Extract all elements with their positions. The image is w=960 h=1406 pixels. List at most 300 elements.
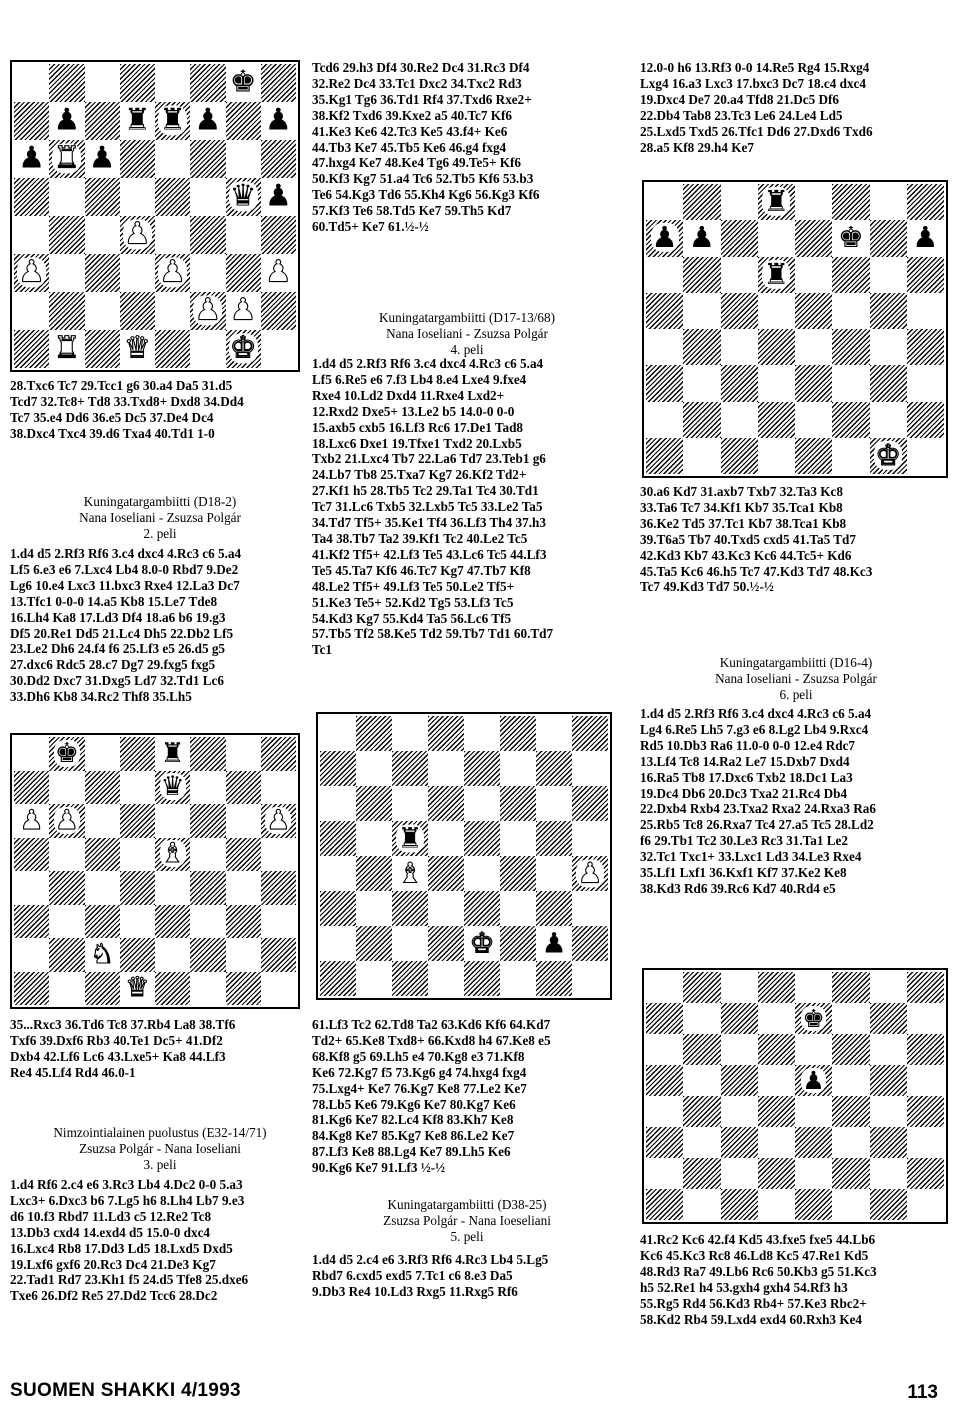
board-square <box>49 292 84 330</box>
board-square <box>795 438 832 474</box>
board-square <box>870 438 907 474</box>
board-square <box>646 1158 683 1189</box>
board-square <box>683 329 720 365</box>
board-square <box>758 438 795 474</box>
board-square <box>155 292 190 330</box>
board-square <box>795 365 832 401</box>
game2-header: Kuningatargambiitti (D18-2) Nana Ioseliani - Zsuzsa Polgár 2. peli <box>79 494 241 541</box>
board-square <box>49 254 84 292</box>
board-square <box>120 737 155 771</box>
board-square <box>500 821 536 856</box>
board-square <box>120 838 155 872</box>
black-pawn-icon: ♟ <box>18 140 46 176</box>
board-square <box>646 1034 683 1065</box>
black-pawn-icon: ♟ <box>802 1065 825 1095</box>
board-square <box>226 330 261 368</box>
board-square <box>907 1003 944 1034</box>
black-pawn-icon: ♟ <box>264 102 292 138</box>
board-square <box>226 972 261 1006</box>
board-square <box>190 64 225 102</box>
board-square <box>155 330 190 368</box>
board-square <box>226 178 261 216</box>
board-square <box>870 184 907 220</box>
board-grid <box>14 64 296 368</box>
board-square <box>832 365 869 401</box>
white-king-icon: ♚ <box>229 330 257 366</box>
board-square <box>795 1127 832 1158</box>
board-square <box>907 365 944 401</box>
board-square <box>832 1127 869 1158</box>
board-square <box>870 1189 907 1220</box>
board-square <box>392 821 428 856</box>
board-square <box>320 856 356 891</box>
board-square <box>646 402 683 438</box>
black-rook-icon: ♜ <box>763 184 790 219</box>
white-pawn-icon: ♟ <box>577 856 603 889</box>
board-square <box>832 329 869 365</box>
board-square <box>356 716 392 751</box>
board-square <box>428 786 464 821</box>
white-pawn-icon: ♟ <box>264 254 292 290</box>
board-square <box>428 821 464 856</box>
board-square <box>795 1096 832 1127</box>
board-square <box>14 905 49 939</box>
black-king-icon: ♚ <box>229 64 257 100</box>
black-pawn-icon: ♟ <box>912 220 939 255</box>
board-square <box>428 961 464 996</box>
board-square <box>646 1127 683 1158</box>
board-square <box>907 220 944 256</box>
board-square <box>261 102 296 140</box>
white-king-icon: ♚ <box>469 926 495 959</box>
board4-moves: 61.Lf3 Tc2 62.Td8 Ta2 63.Kd6 Kf6 64.Kd7 Td2+ 65.Ke8 Txd8+ 66.Kxd8 h4 67.Ke8 e5 68.Kf8 g5 69.Lh5 e4 70.Kg8 e3 71.Kf8 Ke6 72.Kg7 f5 73.Kg6 g4 74.hxg4 fxg4 75.Lxg4+ Ke7 76.Kg7 Ke8 77.Le2 Ke7 78.Lb5 Ke6 79.Kg6 Ke7 80.Kg7 Ke6 81.Kg6 Ke7 82.Lc4 Kf8 83.Kh7 Ke8 84.Kg8 Ke7 85.Kg7 Ke8 86.Le2 Ke7 87.Lf3 Ke8 88.Lg4 Ke7 89.Lh5 Ke6 90.Kg6 Ke7 91.Lf3 ½-½ <box>312 1017 551 1176</box>
black-pawn-icon: ♟ <box>53 102 81 138</box>
board-square <box>190 905 225 939</box>
board-grid <box>14 737 296 1005</box>
board-square <box>392 856 428 891</box>
board-square <box>392 926 428 961</box>
board-square <box>49 140 84 178</box>
board-square <box>356 821 392 856</box>
black-king-icon: ♚ <box>802 1003 825 1033</box>
board-square <box>683 438 720 474</box>
board-square <box>721 1096 758 1127</box>
board-square <box>226 140 261 178</box>
board-square <box>190 292 225 330</box>
white-pawn-icon: ♟ <box>18 254 46 290</box>
board-square <box>226 292 261 330</box>
board-square <box>646 1065 683 1096</box>
board-square <box>464 821 500 856</box>
board-square <box>428 751 464 786</box>
board-square <box>907 184 944 220</box>
board-square <box>155 64 190 102</box>
board-square <box>120 254 155 292</box>
board-grid <box>646 972 944 1220</box>
board6-moves: 41.Rc2 Kc6 42.f4 Kd5 43.fxe5 fxe5 44.Lb6 Kc6 45.Kc3 Rc8 46.Ld8 Kc5 47.Re1 Kd5 48.Rd3 Ra7 49.Lb6 Rc6 50.Kb3 g5 51.Kc3 h5 52.Re1 h4 53.gxh4 gxh4 54.Rf3 h3 55.Rg5 Rd4 56.Kd3 Rb4+ 57.Ke3 Rbc2+ 58.Kd2 Rb4 59.Lxd4 exd4 60.Rxh3 Ke4 <box>640 1232 877 1327</box>
board-square <box>155 804 190 838</box>
board-square <box>356 751 392 786</box>
board-square <box>464 751 500 786</box>
board-square <box>795 972 832 1003</box>
board-square <box>907 1034 944 1065</box>
board-square <box>646 293 683 329</box>
board-square <box>226 216 261 254</box>
board-square <box>261 838 296 872</box>
board-square <box>190 771 225 805</box>
board-square <box>464 716 500 751</box>
white-pawn-icon: ♟ <box>19 804 44 836</box>
board-square <box>428 856 464 891</box>
board-square <box>14 292 49 330</box>
board-square <box>226 737 261 771</box>
board-square <box>49 905 84 939</box>
board-square <box>683 184 720 220</box>
white-pawn-icon: ♟ <box>123 216 151 252</box>
black-rook-icon: ♜ <box>159 102 187 138</box>
board-square <box>536 751 572 786</box>
board-square <box>795 1158 832 1189</box>
board-square <box>320 926 356 961</box>
board-square <box>721 365 758 401</box>
board-square <box>758 329 795 365</box>
black-king-icon: ♚ <box>54 737 79 769</box>
board-square <box>683 365 720 401</box>
board-square <box>49 972 84 1006</box>
board-square <box>85 737 120 771</box>
board-square <box>907 972 944 1003</box>
board-square <box>428 891 464 926</box>
board-square <box>870 972 907 1003</box>
board-square <box>14 330 49 368</box>
board-square <box>832 438 869 474</box>
board-square <box>155 737 190 771</box>
board-square <box>683 293 720 329</box>
white-pawn-icon: ♟ <box>54 804 79 836</box>
board-square <box>356 856 392 891</box>
board-square <box>155 871 190 905</box>
board-square <box>683 972 720 1003</box>
board-square <box>832 257 869 293</box>
board-square <box>536 891 572 926</box>
board-square <box>758 1158 795 1189</box>
board-square <box>14 838 49 872</box>
board-square <box>85 102 120 140</box>
board-square <box>261 330 296 368</box>
black-pawn-icon: ♟ <box>541 926 567 959</box>
board-square <box>85 64 120 102</box>
board-square <box>14 254 49 292</box>
board-square <box>190 178 225 216</box>
board-square <box>155 938 190 972</box>
board1-moves: 28.Txc6 Tc7 29.Tcc1 g6 30.a4 Da5 31.d5 Tcd7 32.Tc8+ Td8 33.Txd8+ Dxd8 34.Dd4 Tc7 35.e4 Dd6 36.e5 Dc5 37.De4 Dc4 38.Dxc4 Txc4 39.d6 Txa4 40.Td1 1-0 <box>10 378 244 441</box>
board-square <box>646 1189 683 1220</box>
board-square <box>832 1158 869 1189</box>
board-square <box>464 856 500 891</box>
board-square <box>721 1034 758 1065</box>
game5-moves: 1.d4 d5 2.c4 e6 3.Rf3 Rf6 4.Rc3 Lb4 5.Lg5 Rbd7 6.cxd5 exd5 7.Tc1 c6 8.e3 Da5 9.Db3 Re4 10.Ld3 Rxg5 11.Rxg5 Rf6 <box>312 1252 549 1299</box>
black-pawn-icon: ♟ <box>264 178 292 214</box>
magazine-issue-footer: SUOMEN SHAKKI 4/1993 <box>10 1380 241 1401</box>
board-square <box>758 220 795 256</box>
black-queen-icon: ♛ <box>160 771 185 803</box>
board-square <box>85 972 120 1006</box>
board-square <box>120 140 155 178</box>
board-square <box>758 365 795 401</box>
board-square <box>870 1065 907 1096</box>
board-square <box>226 838 261 872</box>
board-square <box>49 838 84 872</box>
board-square <box>907 257 944 293</box>
board-square <box>261 292 296 330</box>
board-square <box>14 140 49 178</box>
board-square <box>572 751 608 786</box>
board-square <box>190 972 225 1006</box>
game6-moves: 1.d4 d5 2.Rf3 Rf6 3.c4 dxc4 4.Rc3 c6 5.a4 Lg4 6.Re5 Lh5 7.g3 e6 8.Lg2 Lb4 9.Rxc4 Rd5 10.Db3 Ra6 11.0-0 0-0 12.e4 Rdc7 13.Lf4 Tc8 14.Ra2 Le7 15.Dxb7 Dxd4 16.Ra5 Tb8 17.Dxc6 Txb2 18.Dc1 La3 19.Dc4 Db6 20.Dc3 Txa2 21.Rc4 Db4 22.Dxb4 Rxb4 23.Txa2 Rxa2 24.Rxa3 Ra6 25.Rb5 Tc8 26.Rxa7 Tc4 27.a5 Tc5 28.Ld2 f6 29.Tb1 Tc2 30.Le3 Rc3 31.Ta1 Le2 32.Tc1 Txc1+ 33.Lxc1 Ld3 34.Le3 Rxe4 35.Lf1 Lxf1 36.Kxf1 Kf7 37.Ke2 Ke8 38.Kd3 Rd6 39.Rc6 Kd7 40.Rd4 e5 <box>640 706 876 896</box>
board-square <box>721 972 758 1003</box>
board-square <box>832 1003 869 1034</box>
board-square <box>646 220 683 256</box>
game3-header: Nimzointialainen puolustus (E32-14/71) Zsuzsa Polgár - Nana Ioseliani 3. peli <box>53 1125 267 1172</box>
black-king-icon: ♚ <box>837 220 864 255</box>
board-square <box>356 891 392 926</box>
black-pawn-icon: ♟ <box>88 140 116 176</box>
board-square <box>120 178 155 216</box>
chess-diagram-1 <box>10 60 300 372</box>
board5-moves: 30.a6 Kd7 31.axb7 Txb7 32.Ta3 Kc8 33.Ta6 Tc7 34.Kf1 Kb7 35.Tca1 Kb8 36.Ke2 Td5 37.Tc1 Kb7 38.Tca1 Kb8 39.T6a5 Tb7 40.Txd5 cxd5 41.Ta5 Td7 42.Kd3 Kb7 43.Kc3 Kc6 44.Tc5+ Kd6 45.Ta5 Kc6 46.h5 Tc7 47.Kd3 Td7 48.Kc3 Tc7 49.Kd3 Td7 50.½-½ <box>640 484 873 595</box>
white-pawn-icon: ♟ <box>229 292 257 328</box>
board-square <box>49 178 84 216</box>
board-square <box>190 330 225 368</box>
board-square <box>721 1158 758 1189</box>
board-square <box>120 804 155 838</box>
board-square <box>261 64 296 102</box>
board-square <box>14 938 49 972</box>
board-square <box>261 216 296 254</box>
board-square <box>832 402 869 438</box>
board-square <box>49 871 84 905</box>
board-square <box>85 838 120 872</box>
board-square <box>758 1096 795 1127</box>
board-square <box>683 1003 720 1034</box>
board-square <box>49 771 84 805</box>
board-square <box>14 737 49 771</box>
board-square <box>500 751 536 786</box>
board-square <box>536 786 572 821</box>
board-square <box>226 771 261 805</box>
board-square <box>646 1096 683 1127</box>
page-number: 113 <box>907 1382 938 1403</box>
board-square <box>721 1003 758 1034</box>
board-square <box>758 1034 795 1065</box>
board-square <box>261 737 296 771</box>
board-square <box>392 961 428 996</box>
board-square <box>155 140 190 178</box>
board-square <box>155 216 190 254</box>
board-square <box>320 821 356 856</box>
board-square <box>14 102 49 140</box>
board-square <box>683 402 720 438</box>
board-square <box>85 905 120 939</box>
board-square <box>832 184 869 220</box>
board-square <box>85 804 120 838</box>
board-square <box>758 1189 795 1220</box>
board-square <box>85 292 120 330</box>
board-square <box>795 184 832 220</box>
board-square <box>646 329 683 365</box>
black-queen-icon: ♛ <box>229 178 257 214</box>
board-square <box>155 254 190 292</box>
board-square <box>646 184 683 220</box>
black-rook-icon: ♜ <box>123 102 151 138</box>
board-square <box>261 178 296 216</box>
board-square <box>832 1189 869 1220</box>
board-square <box>907 1065 944 1096</box>
board-square <box>795 329 832 365</box>
board-square <box>870 1096 907 1127</box>
board-square <box>683 257 720 293</box>
board-square <box>758 184 795 220</box>
board-square <box>572 716 608 751</box>
col3-top-moves: 12.0-0 h6 13.Rf3 0-0 14.Re5 Rg4 15.Rxg4 Lxg4 16.a3 Lxc3 17.bxc3 Dc7 18.c4 dxc4 19.Dxc4 De7 20.a4 Tfd8 21.Dc5 Df6 22.Db4 Tab8 23.Tc3 Le6 24.Le4 Ld5 25.Lxd5 Txd5 26.Tfc1 Dd6 27.Dxd6 Txd6 28.a5 Kf8 29.h4 Ke7 <box>640 60 873 155</box>
board-square <box>190 938 225 972</box>
board-square <box>907 1189 944 1220</box>
board-square <box>49 102 84 140</box>
black-pawn-icon: ♟ <box>651 220 678 255</box>
board-square <box>870 365 907 401</box>
board-square <box>500 716 536 751</box>
board-square <box>683 1127 720 1158</box>
board-square <box>500 926 536 961</box>
chess-diagram-4 <box>642 180 948 478</box>
white-queen-icon: ♛ <box>123 330 151 366</box>
board-square <box>683 1158 720 1189</box>
board-square <box>683 1065 720 1096</box>
board-square <box>428 716 464 751</box>
board-square <box>907 293 944 329</box>
board-square <box>500 961 536 996</box>
board-square <box>120 292 155 330</box>
board-square <box>758 1127 795 1158</box>
board-square <box>536 961 572 996</box>
board-square <box>85 871 120 905</box>
board-square <box>870 402 907 438</box>
board-square <box>261 905 296 939</box>
game3-moves: 1.d4 Rf6 2.c4 e6 3.Rc3 Lb4 4.Dc2 0-0 5.a3 Lxc3+ 6.Dxc3 b6 7.Lg5 h6 8.Lh4 Lb7 9.e3 d6 10.f3 Rbd7 11.Ld3 c5 12.Re2 Tc8 13.Db3 cxd4 14.exd4 d5 15.0-0 dxc4 16.Lxc4 Rb8 17.Dd3 Ld5 18.Lxd5 Dxd5 19.Lxf6 gxf6 20.Rc3 Dc4 21.De3 Kg7 22.Tad1 Rd7 23.Kh1 f5 24.d5 Tfe8 25.dxe6 Txe6 26.Df2 Re5 27.Dd2 Tcc6 28.Dc2 <box>10 1177 249 1304</box>
board-square <box>464 891 500 926</box>
board-square <box>758 293 795 329</box>
board-square <box>721 329 758 365</box>
board-square <box>190 871 225 905</box>
board-square <box>85 178 120 216</box>
board-square <box>832 220 869 256</box>
board-square <box>261 972 296 1006</box>
board-square <box>120 64 155 102</box>
board-square <box>758 1003 795 1034</box>
board-square <box>832 1065 869 1096</box>
board-square <box>261 938 296 972</box>
black-rook-icon: ♜ <box>763 256 790 291</box>
game4-header: Kuningatargambiitti (D17-13/68) Nana Ioseliani - Zsuzsa Polgár 4. peli <box>379 310 555 357</box>
board-square <box>120 905 155 939</box>
board-square <box>428 926 464 961</box>
board-square <box>356 961 392 996</box>
board-square <box>721 1127 758 1158</box>
board-square <box>392 751 428 786</box>
board-square <box>832 972 869 1003</box>
white-knight-icon: ♞ <box>90 938 115 970</box>
board-square <box>758 972 795 1003</box>
board-square <box>832 1096 869 1127</box>
board-square <box>85 771 120 805</box>
black-rook-icon: ♜ <box>397 821 423 854</box>
board-square <box>500 856 536 891</box>
board-square <box>536 926 572 961</box>
board-square <box>49 938 84 972</box>
board-square <box>536 821 572 856</box>
board-square <box>907 438 944 474</box>
white-pawn-icon: ♟ <box>194 292 222 328</box>
board-square <box>120 216 155 254</box>
board-square <box>758 402 795 438</box>
board-square <box>85 140 120 178</box>
board-square <box>572 821 608 856</box>
white-bishop-icon: ♝ <box>160 838 185 870</box>
game4-moves: 1.d4 d5 2.Rf3 Rf6 3.c4 dxc4 4.Rc3 c6 5.a4 Lf5 6.Re5 e6 7.f3 Lb4 8.e4 Lxe4 9.fxe4 Rxe4 10.Ld2 Dxd4 11.Rxe4 Lxd2+ 12.Rxd2 Dxe5+ 13.Le2 b5 14.0-0 0-0 15.axb5 cxb5 16.Lf3 Rc6 17.De1 Tad8 18.Lxc6 Dxe1 19.Tfxe1 Txd2 20.Lxb5 Txb2 21.Lxc4 Tb7 22.La6 Td7 23.Teb1 g6 24.Lb7 Tb8 25.Txa7 Kg7 26.Kf2 Td2+ 27.Kf1 h5 28.Tb5 Tc2 29.Ta1 Tc4 30.Td1 Tc7 31.Lc6 Txb5 32.Lxb5 Tc5 33.Le2 Ta5 34.Td7 Tf5+ 35.Ke1 Tf4 36.Lf3 Th4 37.h3 Ta4 38.Tb7 Ta2 39.Kf1 Tc2 40.Le2 Tc5 41.Kf2 Tf5+ 42.Lf3 Te5 43.Lc6 Tc5 44.Lf3 Te5 45.Ta7 Kf6 46.Tc7 Kg7 47.Tb7 Kf8 48.Le2 Tf5+ 49.Lf3 Te5 50.Le2 Tf5+ 51.Ke3 Te5+ 52.Kd2 Tg5 53.Lf3 Tc5 54.Kd3 Kg7 55.Kd4 Ta5 56.Lc6 Tf5 57.Tb5 Tf2 58.Ke5 Td2 59.Tb7 Td1 60.Td7 Tc1 <box>312 356 554 658</box>
board-square <box>120 938 155 972</box>
white-queen-icon: ♛ <box>125 972 150 1004</box>
board-square <box>721 1065 758 1096</box>
board-square <box>646 438 683 474</box>
board-square <box>49 64 84 102</box>
board-square <box>392 786 428 821</box>
board-square <box>870 1127 907 1158</box>
board-square <box>261 771 296 805</box>
board-square <box>190 216 225 254</box>
board-square <box>683 1096 720 1127</box>
board-square <box>536 716 572 751</box>
board-square <box>721 1189 758 1220</box>
board-square <box>795 220 832 256</box>
white-king-icon: ♚ <box>875 437 902 472</box>
board-square <box>721 257 758 293</box>
board-square <box>155 178 190 216</box>
board-grid <box>646 184 944 474</box>
board-square <box>721 402 758 438</box>
board-square <box>261 871 296 905</box>
board-square <box>261 254 296 292</box>
board-square <box>870 1003 907 1034</box>
board-square <box>190 140 225 178</box>
board-square <box>870 220 907 256</box>
board-square <box>795 402 832 438</box>
white-rook-icon: ♜ <box>53 140 81 176</box>
chess-diagram-3 <box>316 712 612 1000</box>
board-square <box>795 257 832 293</box>
board-square <box>14 972 49 1006</box>
board-square <box>226 804 261 838</box>
board-square <box>261 804 296 838</box>
board-square <box>155 972 190 1006</box>
board-square <box>85 938 120 972</box>
board-square <box>190 737 225 771</box>
board-square <box>795 1065 832 1096</box>
board-square <box>464 786 500 821</box>
board-square <box>155 905 190 939</box>
board-square <box>832 293 869 329</box>
chess-diagram-2 <box>10 733 300 1009</box>
board-square <box>155 771 190 805</box>
